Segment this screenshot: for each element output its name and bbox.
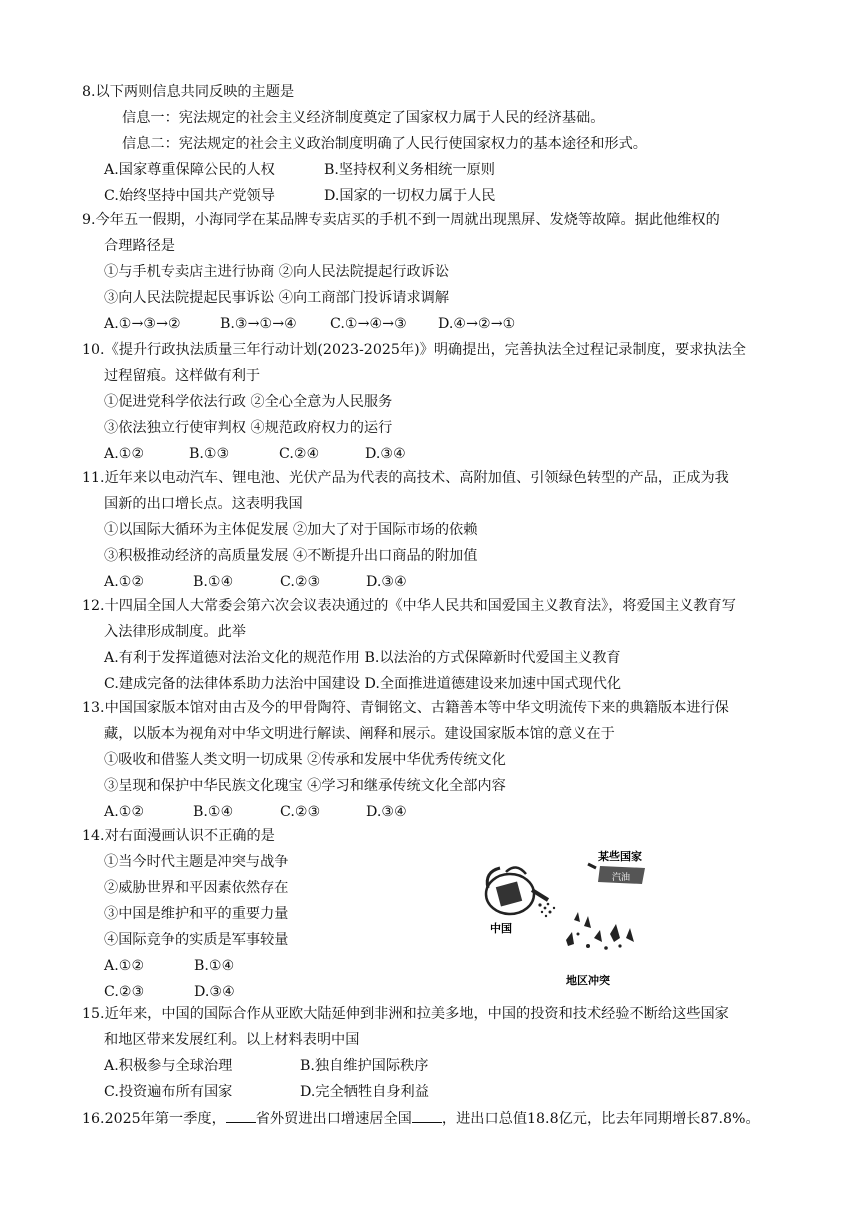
q16-part3: ，进出口总值18.8亿元，比去年同期增长87.8%。 <box>441 1111 760 1127</box>
q10-items-line1: ①促进党科学依法行政 ②全心全意为人民服务 <box>104 394 393 410</box>
q14-option-a: A.①② <box>104 958 145 974</box>
q11-items-line1: ①以国际大循环为主体促发展 ②加大了对于国际市场的依赖 <box>104 522 478 538</box>
q8-option-c: C.始终坚持中国共产党领导 <box>104 188 275 204</box>
q11-option-c: C.②③ <box>280 574 321 590</box>
q15-option-a: A.积极参与全球治理 <box>104 1058 233 1074</box>
q11-option-b: B.①④ <box>193 574 234 590</box>
q9-option-a: A.①→③→② <box>104 316 181 332</box>
q10-stem-line1: 10.《提升行政执法质量三年行动计划(2023-2025年)》明确提出，完善执法全过程记录制度，要求执法全 <box>82 342 746 358</box>
q8-option-d: D.国家的一切权力属于人民 <box>324 188 496 204</box>
q13-stem-line2: 藏，以版本为视角对中华文明进行解读、阐释和展示。建设国家版本馆的意义在于 <box>104 726 615 742</box>
q16-part2: 省外贸进出口增速居全国 <box>255 1111 412 1127</box>
q15-stem-line1: 15.近年来，中国的国际合作从亚欧大陆延伸到非洲和拉美多地，中国的投资和技术经验不断给这些国家 <box>82 1006 729 1022</box>
q10-options <box>104 444 406 464</box>
q13-stem-line1: 13.中国国家版本馆对由古及今的甲骨陶符、青铜铭文、古籍善本等中华文明流传下来的典籍版本进行保 <box>82 700 729 716</box>
q10-stem-line2: 过程留痕。这样做有利于 <box>104 368 261 384</box>
q12-options-row1: A.有利于发挥道德对法治文化的规范作用 B.以法治的方式保障新时代爱国主义教育 <box>104 650 621 666</box>
q12-options-row2: C.建成完备的法律体系助力法治中国建设 D.全面推进道德建设来加速中国式现代化 <box>104 676 622 692</box>
watering-can-icon <box>486 867 548 914</box>
q8-stem: 8.以下两则信息共同反映的主题是 <box>82 84 295 100</box>
q9-items-line2: ③向人民法院提起民事诉讼 ④向工商部门投诉请求调解 <box>104 290 450 306</box>
q8-options-row1 <box>104 160 544 180</box>
q11-option-a: A.①② <box>104 574 145 590</box>
cartoon-illustration <box>470 842 680 992</box>
q16-stem <box>82 1108 760 1129</box>
q9-option-b: B.③→①→④ <box>220 316 297 332</box>
q9-stem-line2: 合理路径是 <box>104 238 175 254</box>
q9-items-line1: ①与手机专卖店主进行协商 ②向人民法院提起行政诉讼 <box>104 264 450 280</box>
gas-can-icon <box>588 864 645 884</box>
q16-blank-2[interactable] <box>412 1108 442 1123</box>
q16-part1: 16.2025年第一季度， <box>82 1111 226 1127</box>
q15-options-row2 <box>104 1082 429 1102</box>
q14-options-row1 <box>104 956 234 976</box>
cartoon-label-china: 中国 <box>490 922 512 935</box>
cartoon-label-top: 某些国家 <box>598 850 642 863</box>
q11-stem-line1: 11.近年来以电动汽车、锂电池、光伏产品为代表的高技术、高附加值、引领绿色转型的产品，正成为我 <box>82 470 729 486</box>
q13-items-line2: ③呈现和保护中华民族文化瑰宝 ④学习和继承传统文化全部内容 <box>104 778 506 794</box>
q15-option-d: D.完全牺牲自身利益 <box>300 1084 429 1100</box>
q10-option-a: A.①② <box>104 446 145 462</box>
q13-option-a: A.①② <box>104 804 145 820</box>
q8-info1: 信息一：宪法规定的社会主义经济制度奠定了国家权力属于人民的经济基础。 <box>122 110 605 126</box>
water-spray <box>538 903 555 918</box>
q10-option-c: C.②④ <box>279 446 320 462</box>
q13-option-d: D.③④ <box>366 804 407 820</box>
cartoon-drawing <box>470 842 680 992</box>
q9-option-c: C.①→④→③ <box>330 316 407 332</box>
q9-options <box>104 314 515 334</box>
q14-stem: 14.对右面漫画认识不正确的是 <box>82 828 275 844</box>
q10-items-line2: ③依法独立行使审判权 ④规范政府权力的运行 <box>104 420 393 436</box>
q15-options-row1 <box>104 1056 428 1076</box>
q11-option-d: D.③④ <box>366 574 407 590</box>
q14-option-b: B.①④ <box>194 958 235 974</box>
q16-blank-1[interactable] <box>226 1108 256 1123</box>
q15-stem-line2: 和地区带来发展红利。以上材料表明中国 <box>104 1032 360 1048</box>
q11-options <box>104 572 407 592</box>
q9-stem-line1: 9.今年五一假期，小海同学在某品牌专卖店买的手机不到一周就出现黑屏、发烧等故障。据此他维权的 <box>82 212 720 228</box>
q12-stem-line1: 12.十四届全国人大常委会第六次会议表决通过的《中华人民共和国爱国主义教育法》，将爱国主义教育写 <box>82 598 736 614</box>
q10-option-d: D.③④ <box>365 446 406 462</box>
cartoon-label-can: 汽油 <box>612 873 631 883</box>
q8-option-a: A.国家尊重保障公民的人权 <box>104 162 275 178</box>
q13-items-line1: ①吸收和借鉴人类文明一切成果 ②传承和发展中华优秀传统文化 <box>104 752 506 768</box>
q15-option-c: C.投资遍布所有国家 <box>104 1084 233 1100</box>
q13-option-c: C.②③ <box>280 804 321 820</box>
q11-items-line2: ③积极推动经济的高质量发展 ④不断提升出口商品的附加值 <box>104 548 478 564</box>
q13-option-b: B.①④ <box>193 804 234 820</box>
q15-option-b: B.独自维护国际秩序 <box>300 1058 429 1074</box>
q8-options-row2 <box>104 186 544 206</box>
q14-option-d: D.③④ <box>194 984 235 1000</box>
q13-options <box>104 802 407 822</box>
q14-item-1: ①当今时代主题是冲突与战争 <box>104 854 289 870</box>
q14-option-c: C.②③ <box>104 984 145 1000</box>
q8-info2: 信息二：宪法规定的社会主义政治制度明确了人民行使国家权力的基本途径和形式。 <box>122 136 647 152</box>
q14-item-2: ②威胁世界和平因素依然存在 <box>104 880 289 896</box>
q14-options-row2 <box>104 982 235 1002</box>
q12-stem-line2: 入法律形成制度。此举 <box>104 624 246 640</box>
q8-option-b: B.坚持权利义务相统一原则 <box>324 162 495 178</box>
cartoon-label-bottom: 地区冲突 <box>566 974 610 987</box>
q11-stem-line2: 国新的出口增长点。这表明我国 <box>104 496 303 512</box>
q9-option-d: D.④→②→① <box>438 316 516 332</box>
q14-item-3: ③中国是维护和平的重要力量 <box>104 906 289 922</box>
q14-item-4: ④国际竞争的实质是军事较量 <box>104 932 289 948</box>
q10-option-b: B.①③ <box>189 446 230 462</box>
fire-splash-icon <box>566 912 634 950</box>
